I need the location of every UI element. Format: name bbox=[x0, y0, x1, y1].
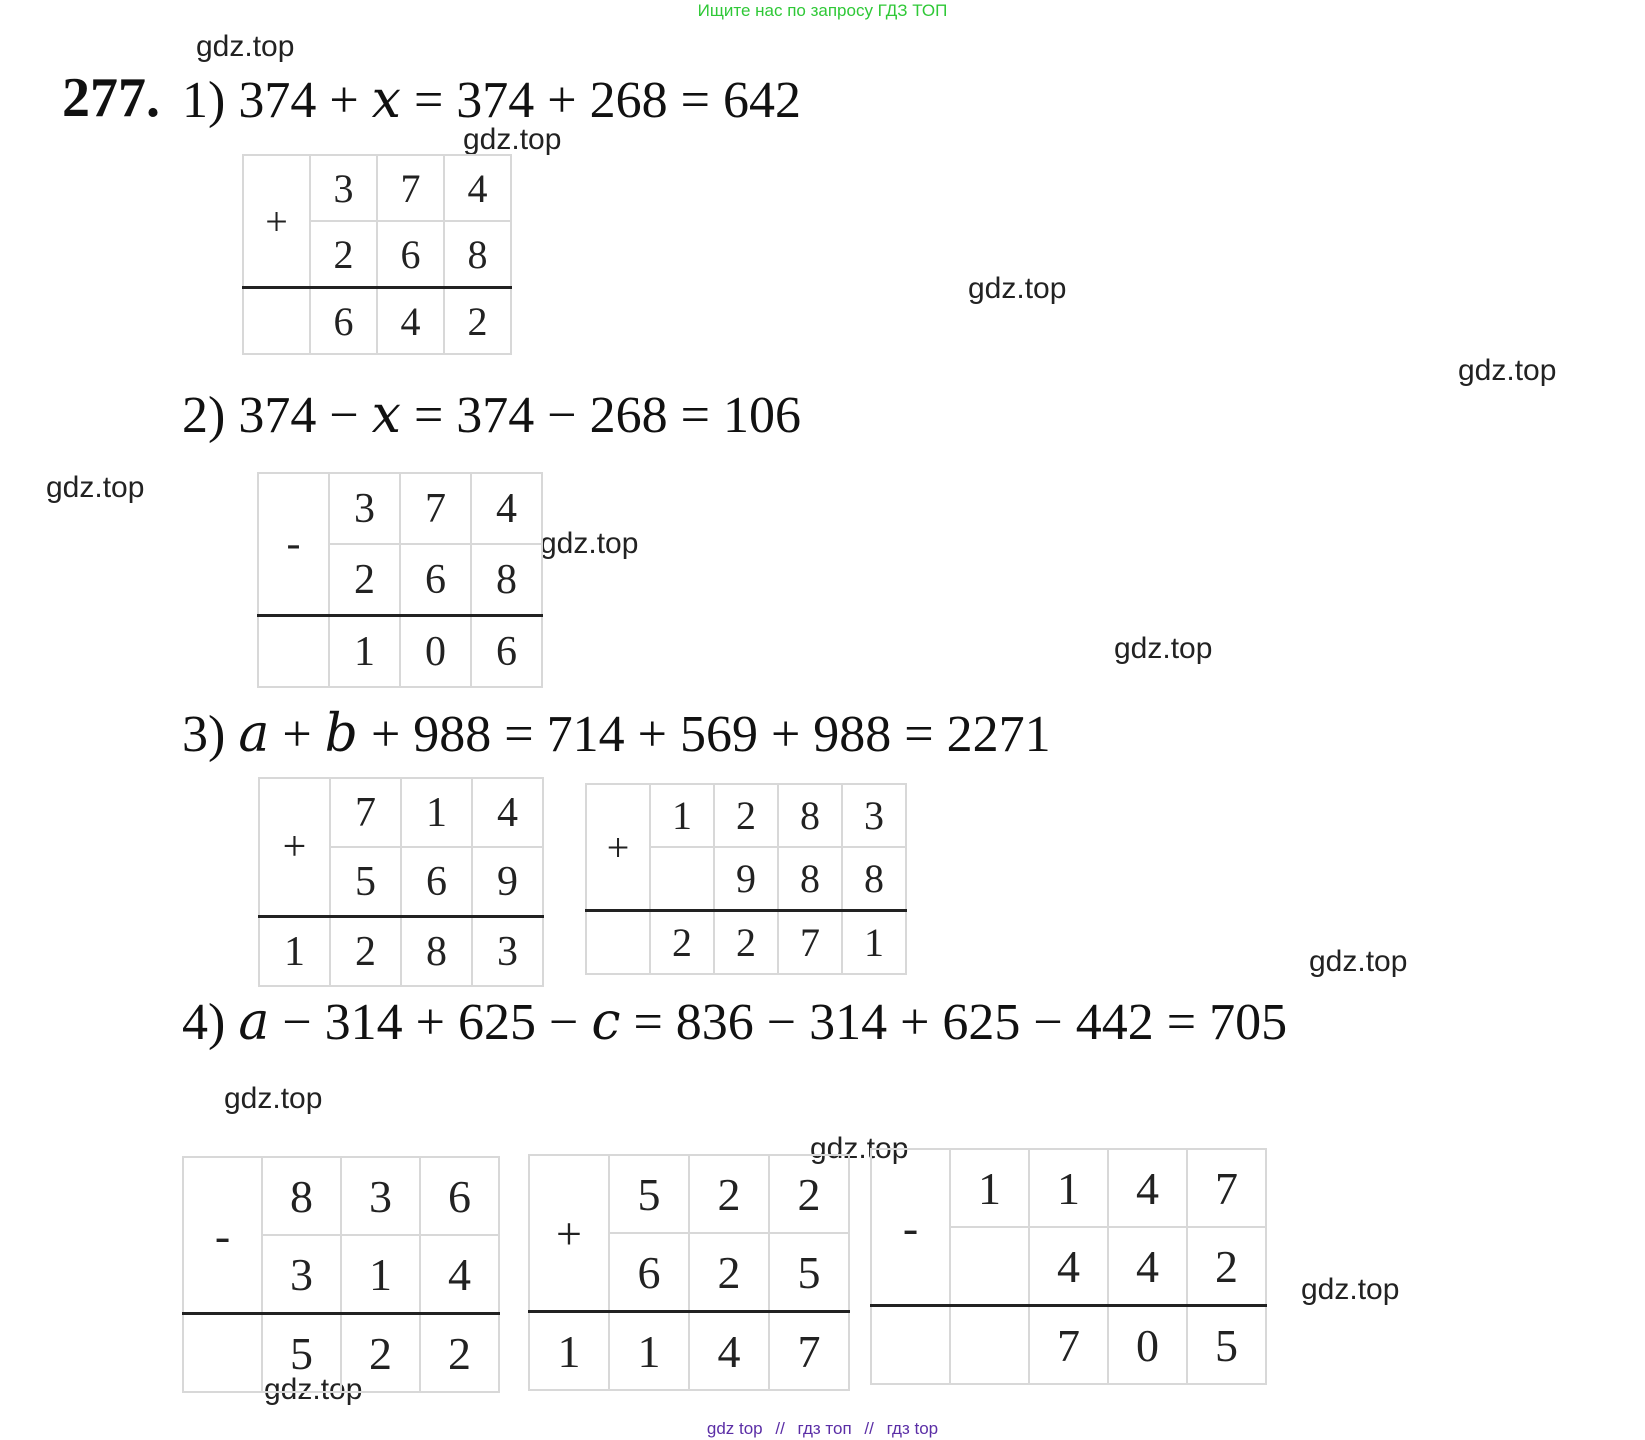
variable: a bbox=[238, 704, 270, 764]
digit-cell: 2 bbox=[714, 911, 778, 975]
watermark: gdz.top bbox=[224, 1082, 323, 1115]
digit-cell: 5 bbox=[262, 1314, 341, 1393]
equation-3 bbox=[182, 704, 1051, 765]
top-banner: Ищите нас по запросу ГДЗ ТОП bbox=[697, 1, 948, 20]
equation-2 bbox=[182, 385, 801, 446]
equation-4 bbox=[182, 992, 1287, 1053]
footer-links bbox=[0, 1418, 1645, 1440]
digit-cell bbox=[586, 911, 650, 975]
digit-cell: 7 bbox=[1029, 1306, 1108, 1385]
footer-link[interactable]: гдз top bbox=[886, 1419, 939, 1438]
digit-cell bbox=[650, 847, 714, 911]
operation-sign: - bbox=[183, 1157, 262, 1314]
expression-part: = 836 − 314 + 625 − 442 = 705 bbox=[620, 994, 1288, 1051]
expression-part: + 988 = 714 + 569 + 988 = 2271 bbox=[357, 706, 1051, 763]
item-label: 4) bbox=[182, 994, 239, 1051]
digit-cell: 1 bbox=[529, 1312, 609, 1391]
digit-cell: 2 bbox=[330, 917, 401, 987]
watermark: gdz.top bbox=[1301, 1273, 1400, 1306]
digit-cell: 6 bbox=[420, 1157, 499, 1235]
digit-cell: 1 bbox=[1029, 1149, 1108, 1227]
digit-cell: 5 bbox=[609, 1155, 689, 1233]
operation-sign: + bbox=[586, 784, 650, 911]
digit-cell: 5 bbox=[1187, 1306, 1266, 1385]
digit-cell: 2 bbox=[329, 544, 400, 616]
digit-cell: 4 bbox=[377, 288, 444, 355]
item-label: 1) bbox=[182, 72, 239, 129]
expression-part: 374 + bbox=[238, 72, 372, 129]
operation-sign: + bbox=[529, 1155, 609, 1312]
variable: c bbox=[591, 992, 621, 1052]
column-calc-4 bbox=[585, 783, 907, 975]
digit-cell bbox=[950, 1227, 1029, 1306]
watermark: gdz.top bbox=[1309, 945, 1408, 978]
digit-cell: 8 bbox=[401, 917, 472, 987]
column-calc-2 bbox=[257, 472, 543, 688]
digit-cell: 3 bbox=[341, 1157, 420, 1235]
digit-cell: 2 bbox=[420, 1314, 499, 1393]
digit-cell: 8 bbox=[444, 221, 511, 288]
digit-cell: 4 bbox=[472, 778, 543, 847]
operation-sign: - bbox=[258, 473, 329, 616]
digit-cell: 4 bbox=[1108, 1227, 1187, 1306]
operation-sign: + bbox=[243, 155, 310, 288]
digit-cell: 1 bbox=[609, 1312, 689, 1391]
column-calc-7 bbox=[870, 1148, 1267, 1385]
digit-cell: 2 bbox=[689, 1233, 769, 1312]
item-label: 3) bbox=[182, 706, 239, 763]
task-number: 277. bbox=[62, 67, 160, 129]
digit-cell: 5 bbox=[330, 847, 401, 917]
expression-part: = 374 − 268 = 106 bbox=[400, 387, 801, 444]
digit-cell: 4 bbox=[1029, 1227, 1108, 1306]
digit-cell: 6 bbox=[400, 544, 471, 616]
digit-cell: 7 bbox=[778, 911, 842, 975]
footer-link[interactable]: гдз топ bbox=[797, 1419, 852, 1438]
digit-cell: 8 bbox=[262, 1157, 341, 1235]
watermark: gdz.top bbox=[968, 272, 1067, 305]
digit-cell bbox=[871, 1306, 950, 1385]
digit-cell: 1 bbox=[259, 917, 330, 987]
digit-cell: 4 bbox=[444, 155, 511, 221]
digit-cell: 6 bbox=[377, 221, 444, 288]
digit-cell: 5 bbox=[769, 1233, 849, 1312]
digit-cell: 2 bbox=[689, 1155, 769, 1233]
digit-cell: 0 bbox=[1108, 1306, 1187, 1385]
watermark: gdz.top bbox=[463, 123, 562, 156]
digit-cell: 3 bbox=[262, 1235, 341, 1314]
digit-cell: 7 bbox=[1187, 1149, 1266, 1227]
digit-cell: 6 bbox=[609, 1233, 689, 1312]
digit-cell: 7 bbox=[400, 473, 471, 544]
watermark: gdz.top bbox=[196, 30, 295, 63]
digit-cell: 8 bbox=[471, 544, 542, 616]
digit-cell: 3 bbox=[329, 473, 400, 544]
equation-1 bbox=[182, 70, 801, 131]
digit-cell: 4 bbox=[1108, 1149, 1187, 1227]
operation-sign: + bbox=[259, 778, 330, 917]
digit-cell: 1 bbox=[950, 1149, 1029, 1227]
digit-cell: 2 bbox=[341, 1314, 420, 1393]
footer-separator: // bbox=[864, 1419, 874, 1438]
footer-link[interactable]: gdz top bbox=[706, 1419, 763, 1438]
digit-cell: 1 bbox=[401, 778, 472, 847]
variable: x bbox=[371, 385, 401, 445]
expression-part: 374 − bbox=[238, 387, 372, 444]
digit-cell: 7 bbox=[377, 155, 444, 221]
digit-cell: 1 bbox=[341, 1235, 420, 1314]
column-calc-5 bbox=[182, 1156, 500, 1393]
watermark: gdz.top bbox=[46, 471, 145, 504]
watermark: gdz.top bbox=[1114, 632, 1213, 665]
column-calc-6 bbox=[528, 1154, 850, 1391]
digit-cell: 2 bbox=[1187, 1227, 1266, 1306]
digit-cell: 8 bbox=[778, 847, 842, 911]
variable: a bbox=[238, 992, 270, 1052]
digit-cell: 2 bbox=[444, 288, 511, 355]
digit-cell: 1 bbox=[842, 911, 906, 975]
digit-cell: 4 bbox=[689, 1312, 769, 1391]
digit-cell: 6 bbox=[471, 616, 542, 688]
column-calc-3 bbox=[258, 777, 544, 987]
digit-cell: 9 bbox=[472, 847, 543, 917]
watermark: gdz.top bbox=[810, 1132, 909, 1165]
watermark: gdz.top bbox=[264, 1373, 363, 1406]
digit-cell: 7 bbox=[330, 778, 401, 847]
digit-cell: 4 bbox=[420, 1235, 499, 1314]
digit-cell: 1 bbox=[329, 616, 400, 688]
digit-cell: 3 bbox=[842, 784, 906, 847]
digit-cell: 3 bbox=[472, 917, 543, 987]
digit-cell bbox=[183, 1314, 262, 1393]
digit-cell: 9 bbox=[714, 847, 778, 911]
digit-cell: 2 bbox=[650, 911, 714, 975]
digit-cell: 8 bbox=[778, 784, 842, 847]
variable: b bbox=[324, 704, 358, 764]
digit-cell: 6 bbox=[401, 847, 472, 917]
column-calc-1 bbox=[242, 154, 512, 355]
watermark: gdz.top bbox=[540, 527, 639, 560]
digit-cell: 1 bbox=[650, 784, 714, 847]
digit-cell: 8 bbox=[842, 847, 906, 911]
operation-sign: - bbox=[871, 1149, 950, 1306]
expression-part: = 374 + 268 = 642 bbox=[400, 72, 801, 129]
digit-cell: 0 bbox=[400, 616, 471, 688]
digit-cell: 2 bbox=[714, 784, 778, 847]
variable: x bbox=[371, 70, 401, 130]
digit-cell bbox=[258, 616, 329, 688]
expression-part: + bbox=[269, 706, 325, 763]
watermark: gdz.top bbox=[1458, 354, 1557, 387]
digit-cell: 4 bbox=[471, 473, 542, 544]
expression-part: − 314 + 625 − bbox=[269, 994, 592, 1051]
digit-cell bbox=[243, 288, 310, 355]
digit-cell: 3 bbox=[310, 155, 377, 221]
digit-cell: 7 bbox=[769, 1312, 849, 1391]
item-label: 2) bbox=[182, 387, 239, 444]
digit-cell: 2 bbox=[310, 221, 377, 288]
footer-separator: // bbox=[775, 1419, 785, 1438]
digit-cell: 6 bbox=[310, 288, 377, 355]
digit-cell: 2 bbox=[769, 1155, 849, 1233]
digit-cell bbox=[950, 1306, 1029, 1385]
